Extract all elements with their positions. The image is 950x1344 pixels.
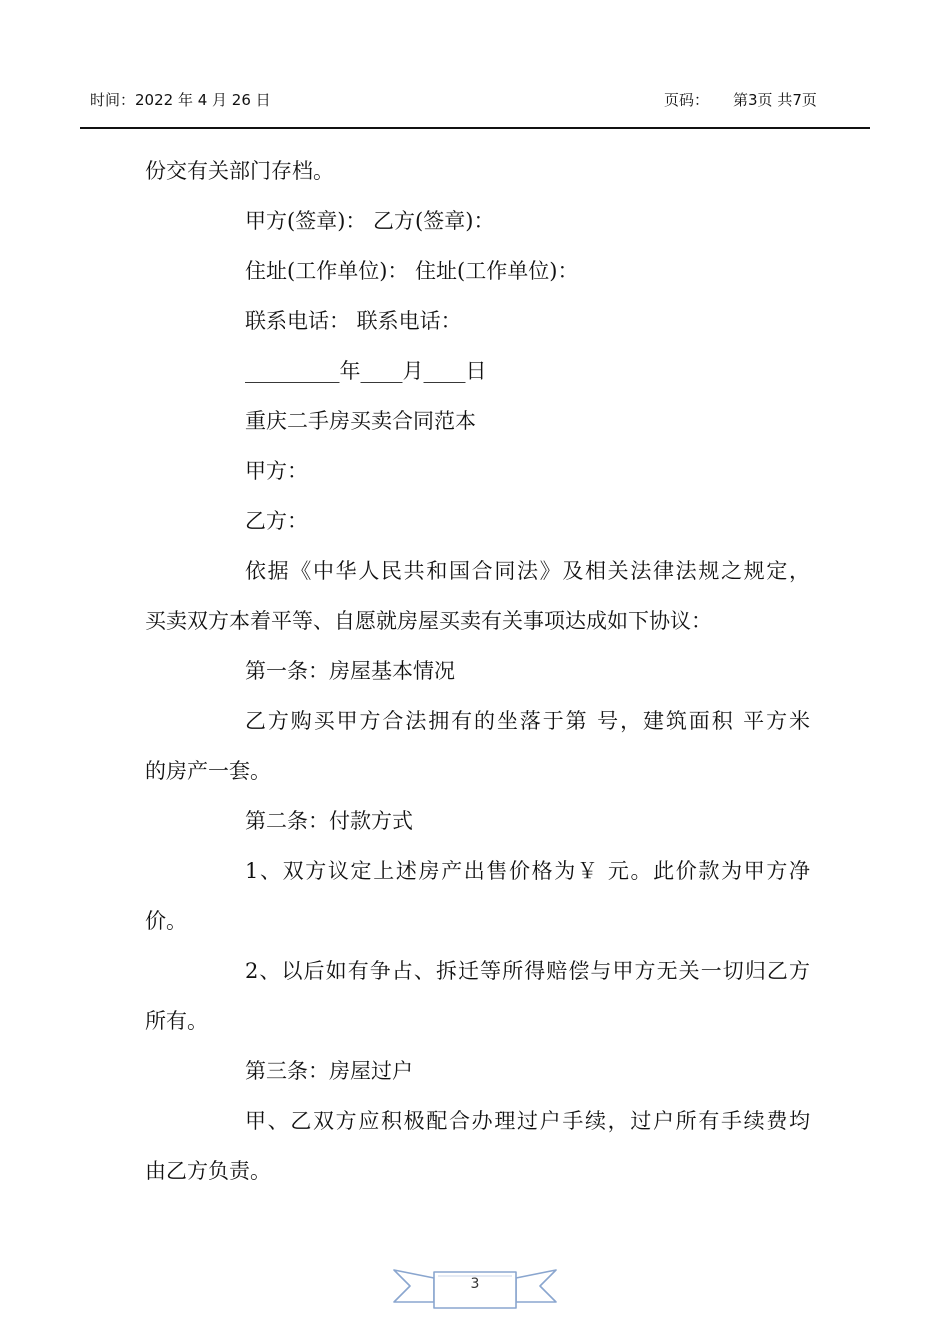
paragraph-line: 所有。 (145, 1009, 208, 1033)
header-date: 时间：2022 年 4 月 26 日 (90, 91, 271, 109)
page-header (0, 0, 950, 130)
paragraph-line: 2、以后如有争占、拆迁等所得赔偿与甲方无关一切归乙方 (245, 959, 810, 983)
header-divider (80, 127, 870, 129)
page-number: 3 (470, 1276, 480, 1292)
paragraph-line: 由乙方负责。 (145, 1159, 271, 1183)
signature-line-party: 甲方(签章)： 乙方(签章)： (245, 209, 495, 233)
paragraph-line: 1、双方议定上述房产出售价格为￥ 元。此价款为甲方净 (245, 859, 810, 883)
paragraph-line: 的房产一套。 (145, 759, 271, 783)
paragraph-line: 买卖双方本着平等、自愿就房屋买卖有关事项达成如下协议： (145, 609, 712, 633)
signature-line-address: 住址(工作单位)： 住址(工作单位)： (245, 259, 579, 283)
paragraph-line: 份交有关部门存档。 (145, 159, 334, 183)
party-a-line: 甲方： (245, 459, 308, 483)
paragraph-line: 乙方购买甲方合法拥有的坐落于第 号，建筑面积 平方米 (245, 709, 810, 733)
article-heading: 第二条：付款方式 (245, 809, 413, 833)
paragraph-line: 依据《中华人民共和国合同法》及相关法律法规之规定， (245, 559, 810, 583)
paragraph-line: 价。 (145, 909, 187, 933)
header-page-count: 第3页 共7页 (733, 91, 817, 109)
signature-line-phone: 联系电话： 联系电话： (245, 309, 462, 333)
header-page-info (664, 89, 817, 110)
signature-line-date: _________年____月____日 (245, 359, 487, 383)
page-footer (390, 1262, 560, 1312)
paragraph-line: 甲、乙双方应积极配合办理过户手续，过户所有手续费均 (245, 1109, 810, 1133)
article-heading: 第三条：房屋过户 (245, 1059, 413, 1083)
party-b-line: 乙方： (245, 509, 308, 533)
contract-title: 重庆二手房买卖合同范本 (245, 409, 476, 433)
article-heading: 第一条：房屋基本情况 (245, 659, 455, 683)
header-page-label: 页码： (664, 91, 710, 109)
